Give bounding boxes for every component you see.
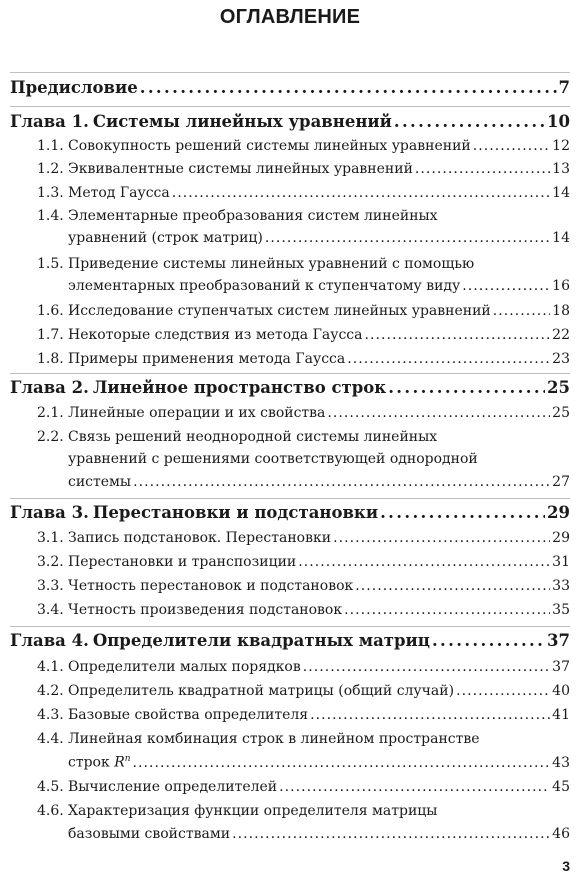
section-number: 3.1.	[37, 530, 64, 546]
toc-entry-4-1[interactable]	[37, 659, 570, 675]
entry-title: Запись подстановок. Перестановки	[68, 530, 332, 546]
toc-entry-1-4[interactable]	[68, 230, 570, 246]
entry-title-continued: уравнений с решениями соответствующей однородной	[68, 451, 478, 467]
toc-entry-2-2[interactable]	[68, 474, 570, 490]
entry-title: Приведение системы линейных уравнений с помощью	[68, 256, 475, 272]
entry-title: Примеры применения метода Гаусса	[68, 351, 346, 367]
page-ref: 37	[547, 631, 570, 650]
chapter-number: Глава 4.	[10, 631, 89, 650]
section-number: 1.3.	[37, 185, 64, 201]
separator	[10, 72, 570, 73]
chapter-number: Глава 1.	[10, 112, 89, 131]
entry-title: Линейное пространство строк	[92, 378, 387, 397]
toc-entry-3-2[interactable]	[37, 554, 570, 570]
toc-entry-2-2-line1[interactable]	[37, 429, 570, 445]
entry-title: Некоторые следствия из метода Гаусса	[68, 327, 363, 343]
math-superscript: n	[124, 754, 131, 764]
entry-title: Исследование ступенчатых систем линейных уравнений	[68, 303, 491, 319]
page-ref: 16	[552, 278, 570, 294]
toc-entry-3-1[interactable]	[37, 530, 570, 546]
section-number: 2.1.	[37, 405, 64, 421]
dot-leader	[232, 826, 550, 842]
toc-entry-1-7[interactable]	[37, 327, 570, 343]
section-number: 1.7.	[37, 327, 64, 343]
dot-leader	[333, 530, 550, 546]
section-number: 1.4.	[37, 208, 64, 224]
section-number: 1.5.	[37, 256, 64, 272]
dot-leader	[432, 631, 545, 650]
entry-title: Перестановки и транспозиции	[68, 554, 297, 570]
toc-entry-4-2[interactable]	[37, 683, 570, 699]
dot-leader	[415, 161, 550, 177]
entry-title: Четность произведения подстановок	[68, 602, 343, 618]
entry-title: Линейные операции и их свойства	[68, 405, 326, 421]
dot-leader	[303, 659, 550, 675]
dot-leader	[265, 230, 550, 246]
entry-title-continued	[68, 754, 131, 771]
page-ref: 25	[552, 405, 570, 421]
page-ref: 31	[552, 554, 570, 570]
page-ref: 14	[552, 230, 570, 246]
section-number: 4.2.	[37, 683, 64, 699]
page-ref: 45	[552, 779, 570, 795]
entry-title: Системы линейных уравнений	[92, 112, 392, 131]
page-ref: 35	[552, 602, 570, 618]
dot-leader	[279, 779, 550, 795]
toc-entry-1-8[interactable]	[37, 351, 570, 367]
page-ref: 41	[552, 707, 570, 723]
section-number: 2.2.	[37, 429, 64, 445]
page-ref: 37	[552, 659, 570, 675]
section-number: 4.1.	[37, 659, 64, 675]
toc-entry-1-4-line1[interactable]	[37, 208, 570, 224]
section-number: 3.4.	[37, 602, 64, 618]
entry-title: Четность перестановок и подстановок	[68, 578, 354, 594]
section-number: 4.3.	[37, 707, 64, 723]
toc-entry-4-4[interactable]	[68, 754, 570, 771]
page-ref: 14	[552, 185, 570, 201]
dot-leader	[380, 503, 545, 522]
section-number: 3.2.	[37, 554, 64, 570]
toc-entry-2-1[interactable]	[37, 405, 570, 421]
separator	[10, 498, 570, 499]
entry-title: Определитель квадратной матрицы (общий случай)	[68, 683, 455, 699]
page-ref: 27	[552, 474, 570, 490]
dot-leader	[310, 707, 550, 723]
toc-entry-4-3[interactable]	[37, 707, 570, 723]
section-number: 4.4.	[37, 731, 64, 747]
entry-title: Определители квадратных матриц	[92, 631, 430, 650]
toc-entry-3-4[interactable]	[37, 602, 570, 618]
entry-title: Связь решений неоднородной системы линейных	[68, 429, 438, 445]
dot-leader	[473, 138, 550, 154]
entry-title: Совокупность решений системы линейных уравнений	[68, 138, 471, 154]
dot-leader	[140, 78, 557, 97]
entry-title-continued: уравнений (строк матриц)	[68, 230, 263, 246]
entry-title-text: строк	[68, 754, 110, 771]
dot-leader	[298, 554, 550, 570]
page-ref: 7	[558, 78, 570, 97]
math-symbol: R	[114, 754, 125, 771]
entry-title: Базовые свойства определителя	[68, 707, 309, 723]
page-ref: 18	[552, 303, 570, 319]
page-ref: 13	[552, 161, 570, 177]
toc-entry-4-6[interactable]	[68, 826, 570, 842]
entry-title: Метод Гаусса	[68, 185, 170, 201]
toc-entry-preface[interactable]	[10, 78, 570, 97]
entry-title: Определители малых порядков	[68, 659, 301, 675]
separator	[10, 106, 570, 107]
section-number: 1.2.	[37, 161, 64, 177]
dot-leader	[394, 112, 545, 131]
page-ref: 46	[552, 826, 570, 842]
dot-leader	[456, 683, 550, 699]
toc-entry-chapter-1[interactable]	[10, 112, 570, 131]
dot-leader	[462, 278, 550, 294]
entry-title: Предисловие	[10, 78, 138, 97]
page-ref: 43	[552, 754, 570, 771]
section-number: 4.5.	[37, 779, 64, 795]
dot-leader	[364, 327, 550, 343]
entry-title-continued: системы	[68, 474, 132, 490]
page-ref: 22	[552, 327, 570, 343]
page-number: 3	[562, 858, 570, 874]
toc-entry-4-4-line1[interactable]	[37, 731, 570, 747]
page-ref: 29	[552, 530, 570, 546]
dot-leader	[172, 185, 550, 201]
entry-title: Линейная комбинация строк в линейном пространстве	[68, 731, 480, 747]
page-ref: 10	[547, 112, 570, 131]
page-title: ОГЛАВЛЕНИЕ	[219, 6, 361, 28]
toc-entry-1-2[interactable]	[37, 161, 570, 177]
dot-leader	[493, 303, 550, 319]
dot-leader	[388, 378, 545, 397]
entry-title: Вычисление определителей	[68, 779, 278, 795]
toc-entry-1-6[interactable]	[37, 303, 570, 319]
chapter-number: Глава 3.	[10, 503, 89, 522]
toc-entry-3-3[interactable]	[37, 578, 570, 594]
toc-entry-4-6-line1[interactable]	[37, 803, 570, 819]
entry-title: Перестановки и подстановки	[92, 503, 379, 522]
page-ref: 33	[552, 578, 570, 594]
dot-leader	[133, 474, 550, 490]
dot-leader	[133, 755, 551, 771]
entry-title-continued: элементарных преобразований к ступенчатому виду	[68, 278, 461, 294]
dot-leader	[347, 351, 550, 367]
toc-entry-1-1[interactable]	[37, 138, 570, 154]
chapter-number: Глава 2.	[10, 378, 89, 397]
entry-title: Элементарные преобразования систем линейных	[68, 208, 438, 224]
toc-entry-1-5-line1[interactable]	[37, 256, 570, 272]
section-number: 4.6.	[37, 803, 64, 819]
toc-entry-4-5[interactable]	[37, 779, 570, 795]
section-number: 1.6.	[37, 303, 64, 319]
entry-title: Характеризация функции определителя матрицы	[68, 803, 438, 819]
toc-entry-1-3[interactable]	[37, 185, 570, 201]
dot-leader	[355, 578, 550, 594]
dot-leader	[327, 405, 550, 421]
toc-entry-1-5[interactable]	[68, 278, 570, 294]
toc-entry-chapter-2[interactable]	[10, 378, 570, 397]
toc-entry-chapter-3[interactable]	[10, 503, 570, 522]
separator	[10, 373, 570, 374]
section-number: 3.3.	[37, 578, 64, 594]
page-ref: 40	[552, 683, 570, 699]
page-ref: 12	[552, 138, 570, 154]
page-ref: 23	[552, 351, 570, 367]
separator	[10, 626, 570, 627]
section-number: 1.1.	[37, 138, 64, 154]
dot-leader	[344, 602, 550, 618]
page-ref: 29	[547, 503, 570, 522]
page-ref: 25	[547, 378, 570, 397]
toc-entry-chapter-4[interactable]	[10, 631, 570, 650]
entry-title: Эквивалентные системы линейных уравнений	[68, 161, 413, 177]
entry-title-continued: базовыми свойствами	[68, 826, 231, 842]
section-number: 1.8.	[37, 351, 64, 367]
